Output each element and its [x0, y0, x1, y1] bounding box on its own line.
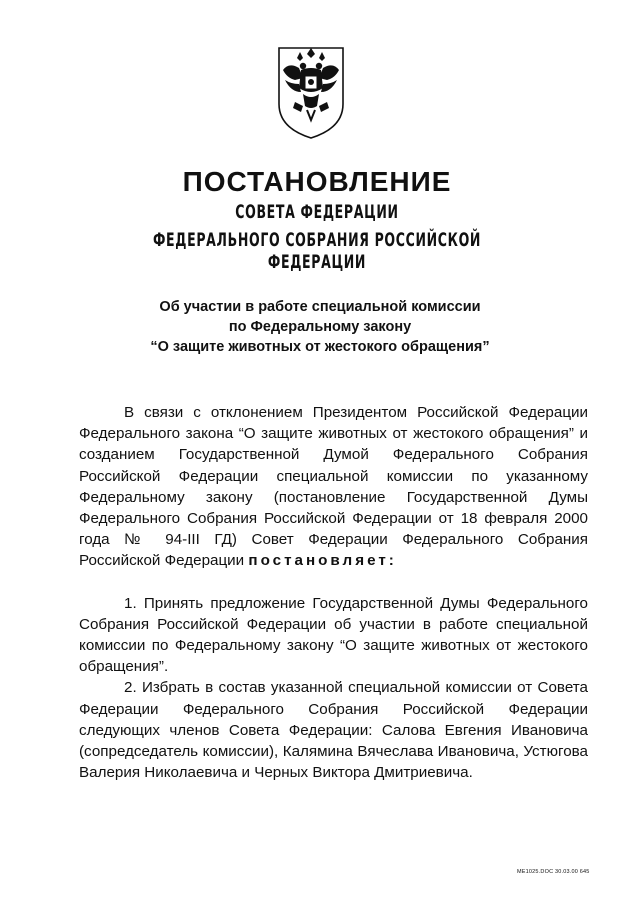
resolution-body — [79, 402, 588, 783]
preamble-text: В связи с отклонением Президентом Российской Федерации Федерального закона “О защите животных от жестокого обращения” и созданием Государственной Думой Федерального Собрания Российской Федерации специальной комиссии по указанному Федеральному закону (постановление Государственной Думы Федерального Собрания Российской Федерации от 18 февраля 2000 года № 94-III ГД) Совет Федерации Федерального Собрания Российской Федерации — [79, 404, 588, 570]
item-2-paragraph: 2. Избрать в состав указанной специальной комиссии от Совета Федерации Федерального Собрания Российской Федерации следующих членов Совета Федерации: Салова Евгения Ивановича (сопредседатель комиссии), Калямина Вячеслава Ивановича, Устюгова Валерия Николаевича и Черных Виктора Дмитриевича. — [79, 679, 588, 782]
item-1-paragraph: 1. Принять предложение Государственной Думы Федерального Собрания Российской Федерации об участии в работе специальной комиссии по Федеральному закону “О защите животных от жестокого обращения”. — [79, 594, 588, 676]
issuer-line-2: ФЕДЕРАЛЬНОГО СОБРАНИЯ РОССИЙСКОЙ ФЕДЕРАЦИИ — [152, 229, 482, 273]
heading-line: по Федеральному закону — [228, 319, 412, 335]
coat-of-arms-icon — [273, 44, 349, 140]
document-code: ME1025.DOC 30.03.00 645 — [517, 869, 590, 875]
resolves-word: постановляет: — [248, 552, 397, 570]
preamble-paragraph — [79, 402, 588, 572]
document-title: ПОСТАНОВЛЕНИЕ — [182, 166, 452, 197]
resolution-heading — [0, 297, 640, 357]
heading-line: Об участии в работе специальной комиссии — [159, 299, 481, 315]
issuer-line-1: СОВЕТА ФЕДЕРАЦИИ — [235, 201, 399, 223]
heading-line: “О защите животных от жестокого обращения” — [150, 339, 490, 355]
